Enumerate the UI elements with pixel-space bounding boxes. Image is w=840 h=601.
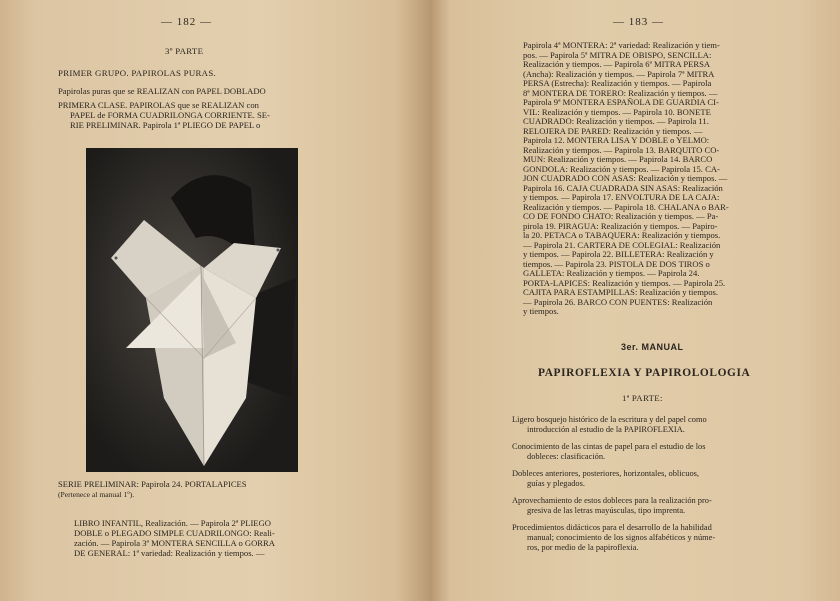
text-line: — Papirola 26. BARCO CON PUENTES: Realización: [523, 296, 713, 307]
list-item: Conocimiento de las cintas de papel para el estudio de los: [512, 442, 706, 451]
photo-caption-note: (Pertenece al manual 1º).: [58, 490, 135, 499]
manual-title: 3er. MANUAL: [621, 342, 684, 352]
text-line: RELOJERA DE PARED: Realización y tiempos. —: [523, 125, 703, 136]
text-line: VIL: Realización y tiempos. — Papirola 10. BONETE: [523, 106, 711, 117]
text-line: la 20. PETACA o TABAQUERA: Realización y tiempos.: [523, 230, 721, 240]
list-item: manual; conocimiento de los signos alfabéticos y núme-: [527, 533, 716, 542]
page-number-left: — 182 —: [161, 16, 212, 28]
text-line: y tiempos. — Papirola 22. BILLETERA: Realización y: [523, 249, 714, 259]
list-item: Procedimientos didácticos para el desarrollo de la habilidad: [512, 523, 712, 532]
text-line: Papirola 16. CAJA CUADRADA SIN ASAS: Realización: [523, 182, 723, 193]
list-item: ros, por medio de la papiroflexia.: [527, 543, 639, 552]
photo-caption: SERIE PRELIMINAR: Papirola 24. PORTALAPICES: [58, 479, 247, 489]
group-heading: PRIMER GRUPO. PAPIROLAS PURAS.: [58, 68, 217, 78]
text-line: PORTA-LAPICES: Realización y tiempos. — Papirola 25.: [523, 277, 726, 288]
text-line: y tiempos.: [523, 306, 559, 316]
origami-pen-holder-photo: [86, 148, 298, 472]
part-heading: 3º PARTE: [165, 46, 204, 56]
class-line: PRIMERA CLASE. PAPIROLAS que se REALIZAN con: [58, 100, 259, 110]
text-line: y tiempos. — Papirola 17. ENVOLTURA DE LA CAJA:: [523, 192, 720, 202]
list-item: gresiva de las letras mayúsculas, tipo imprenta.: [527, 506, 686, 515]
main-title: PAPIROFLEXIA Y PAPIROLOLOGIA: [538, 367, 751, 379]
list-item: Dobleces anteriores, posteriores, horizontales, oblicuos,: [512, 469, 699, 478]
text-line: Realización y tiempos. — Papirola 18. CHALANA o BAR-: [523, 201, 729, 212]
intro-line: Papirolas puras que se REALIZAN con PAPEL DOBLADO: [58, 86, 266, 96]
text-line: CO DE FONDO CHATO: Realización y tiempos. — Pa-: [523, 211, 719, 221]
text-line: — Papirola 21. CARTERA DE COLEGIAL: Realización: [523, 239, 721, 250]
bottom-line: LIBRO INFANTIL, Realización. — Papirola 2ª PLIEGO: [74, 518, 271, 528]
class-line: PAPEL de FORMA CUADRILONGA CORRIENTE. SE-: [70, 110, 270, 120]
bottom-line: zación. — Papirola 3ª MONTERA SENCILLA o GORRA: [74, 538, 275, 548]
text-line: GALLETA: Realización y tiempos. — Papirola 24.: [523, 268, 700, 278]
list-item: introducción al estudio de la PAPIROFLEXIA.: [527, 425, 685, 434]
text-line: 8ª MONTERA DE TORERO: Realización y tiempos. —: [523, 87, 718, 98]
text-line: pirola 19. PIRAGUA: Realización y tiempos. — Papiro-: [523, 220, 718, 231]
bottom-line: DE GENERAL: 1ª variedad: Realización y tiempos. —: [74, 548, 265, 558]
text-line: Realización y tiempos. — Papirola 6ª MITRA PERSA: [523, 59, 711, 69]
text-line: CUADRADO: Realización y tiempos. — Papirola 11.: [523, 116, 709, 126]
text-line: tiempos. — Papirola 23. PISTOLA DE DOS TIROS o: [523, 258, 710, 269]
text-line: PERSA (Estrecha): Realización y tiempos. — Papirola: [523, 78, 712, 88]
text-line: JON CUADRADO CON ASAS: Realización y tiempos. —: [523, 173, 728, 183]
list-item: guías y plegados.: [527, 479, 585, 488]
text-line: Papirola 4ª MONTERA: 2ª variedad: Realización y tiem-: [523, 40, 720, 50]
text-line: (Ancha): Realización y tiempos. — Papirola 7ª MITRA: [523, 68, 715, 79]
page-number-right: — 183 —: [613, 16, 664, 28]
text-line: pos. — Papirola 5ª MITRA DE OBISPO, SENCILLA:: [523, 49, 712, 60]
list-item: Aprovechamiento de estos dobleces para la realización pro-: [512, 496, 712, 505]
list-item: dobleces: clasificación.: [527, 452, 606, 461]
list-item: Ligero bosquejo histórico de la escritura y del papel como: [512, 415, 707, 424]
text-line: Papirola 12. MONTERA LISA Y DOBLE o YELMO:: [523, 135, 710, 145]
text-line: Papirola 9ª MONTERA ESPAÑOLA DE GUARDIA CI-: [523, 97, 719, 107]
text-line: MUN: Realización y tiempos. — Papirola 14. BARCO: [523, 154, 713, 164]
part-title: 1ª PARTE:: [622, 393, 663, 403]
text-line: GONDOLA: Realización y tiempos. — Papirola 15. CA-: [523, 163, 720, 174]
text-line: Realización y tiempos. — Papirola 13. BARQUITO CO-: [523, 144, 720, 155]
right-page: [430, 0, 840, 601]
origami-figure-icon: [86, 148, 298, 472]
text-line: CAJITA PARA ESTAMPILLAS: Realización y tiempos.: [523, 287, 719, 297]
class-line: RIE PRELIMINAR. Papirola 1ª PLIEGO DE PAPEL o: [70, 120, 261, 130]
bottom-line: DOBLE o PLEGADO SIMPLE CUADRILONGO: Reali-: [74, 528, 275, 538]
